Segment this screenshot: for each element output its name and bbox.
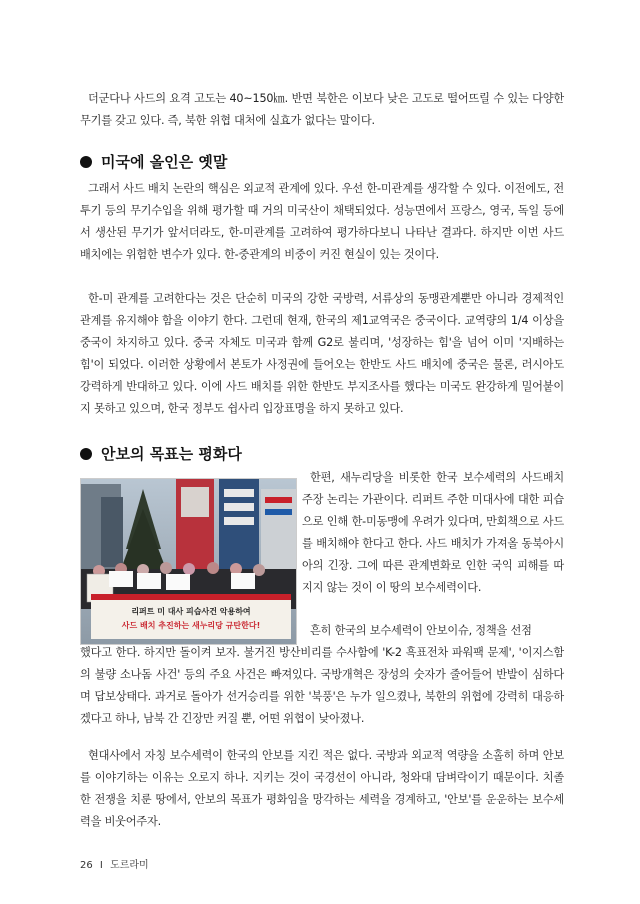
paragraph-3: 한-미 관계를 고려한다는 것은 단순히 미국의 강한 국방력, 서류상의 동맹관계뿐만 아니라 경제적인 관계를 유지해야 함을 이야기 한다. 그런데 현재, 한국의 제1교역국은 중국이다. 교역량의 1/4 이상을 중국이 차지하고 있다. 중국 자체도 미국과 함께 G2로 불리며, '성장하는 힘'을 넘어 이미 '지배하는 힘'이 되었다. 이러한 상황에서 본토가 사정권에 들어오는 한반도 사드 배치에 중국은 물론, 러시아도 강력하게 반대하고 있다. 이에 사드 배치를 위한 한반도 부지조사를 했다는 미국도 완강하게 밀어붙이지 못하고 있으며, 한국 정부도 쉽사리 입장표명을 하지 못하고 있다.: [80, 292, 564, 415]
paragraph-5: 했다고 한다. 하지만 돌이켜 보자. 불거진 방산비리를 수사함에 'K-2 흑표전차 파워팩 문제', '이지스함의 불량 소나돔 사건' 등의 주요 사건은 빠져있다. 국방개혁은 장성의 숫자가 줄어들어 반발이 심하다며 답보상태다. 과거로 돌아가 선거승리를 위한 '북풍'은 누가 일으켰나, 북한의 위협에 강력히 대응하겠다고 하나, 남북 간 긴장만 커질 뿐, 어떤 위협이 낮아졌나.: [80, 646, 564, 725]
banner-line-2: 사드 배치 추진하는 새누리당 규탄한다!: [121, 621, 261, 630]
section-heading-1: [80, 151, 227, 173]
paragraph-5-start: 흔히 한국의 보수세력이 안보이슈, 정책을 선점: [310, 624, 532, 637]
paragraph-4: 한편, 새누리당을 비롯한 한국 보수세력의 사드배치 주장 논리는 가관이다. 리퍼트 주한 미대사에 대한 피습으로 인해 한-미동맹에 우려가 있다며, 만회책으로 사드를 배치해야 한다고 한다. 사드 배치가 가져올 동북아시아의 긴장. 그에 따른 관계변화로 인한 국익 피해를 따지지 않는 것이 이 땅의 보수세력이다.: [302, 471, 564, 594]
section-heading-2: [80, 443, 242, 465]
bullet-icon: [80, 448, 92, 460]
paragraph-intro: 더군다나 사드의 요격 고도는 40~150㎞. 반면 북한은 이보다 낮은 고도로 떨어뜨릴 수 있는 다양한 무기를 갖고 있다. 즉, 북한 위협 대처에 실효가 없다는 말이다.: [80, 92, 564, 127]
footer-separator: I: [99, 860, 103, 871]
page-footer: [80, 856, 149, 871]
protest-photo-illustration: [81, 479, 296, 644]
banner-line-1: 리퍼트 미 대사 피습사건 악용하여: [131, 607, 251, 616]
bullet-icon: [80, 156, 92, 168]
paragraph-2: 그래서 사드 배치 논란의 핵심은 외교적 관계에 있다. 우선 한-미관계를 생각할 수 있다. 이전에도, 전투기 등의 무기수입을 위해 평가할 때 거의 미국산이 채택되었다. 성능면에서 프랑스, 영국, 독일 등에서 생산된 무기가 앞서더라도, 한-미관계를 고려하여 평가하다보니 나타난 결과다. 하지만 이번 사드 배치에는 위험한 변수가 있다. 한-중관계의 비중이 커진 현실이 있는 것이다.: [80, 182, 564, 261]
section-heading-1-text: 미국에 올인은 옛말: [101, 153, 228, 171]
section-heading-2-text: 안보의 목표는 평화다: [101, 445, 242, 463]
protest-photo: [80, 478, 297, 645]
page-number: 26: [80, 860, 93, 871]
paragraph-6: 현대사에서 자칭 보수세력이 한국의 안보를 지킨 적은 없다. 국방과 외교적 역량을 소홀히 하며 안보를 이야기하는 이유는 오로지 하나. 지키는 것이 국경선이 아니라, 청와대 담벼락이기 때문이다. 치졸한 전쟁을 치룬 땅에서, 안보의 목표가 평화임을 망각하는 세력을 경계하고, '안보'를 운운하는 보수세력을 비웃어주자.: [80, 749, 564, 828]
publication-name: 도르라미: [110, 860, 149, 871]
